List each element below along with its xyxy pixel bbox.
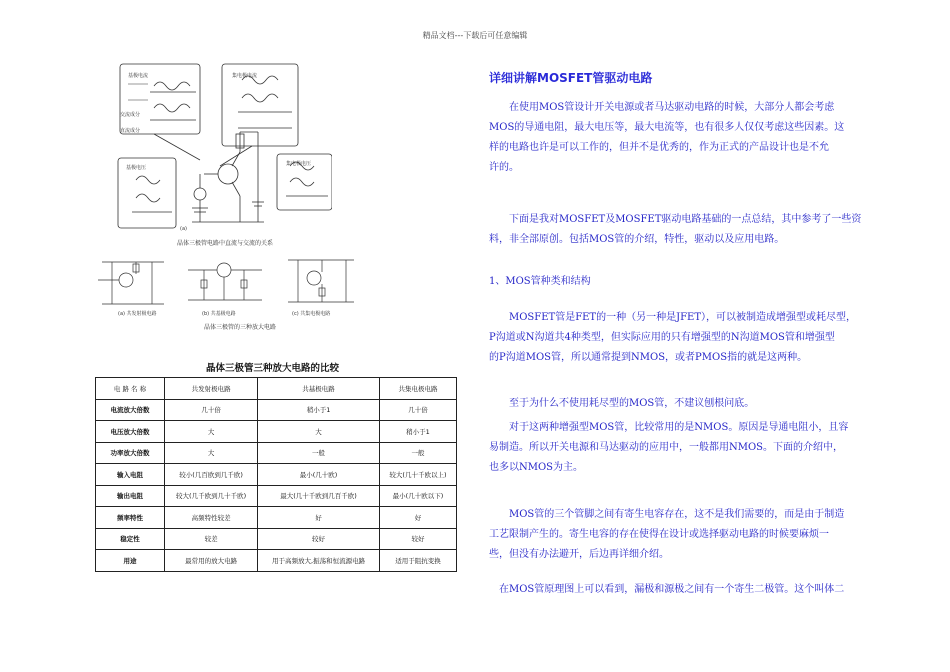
text-line: 易制造。所以开关电源和马达驱动的应用中，一般都用NMOS。下面的介绍中， [489,442,844,453]
table-cell: 几十倍 [379,399,456,421]
legend-ac: 交流成分 [120,112,141,118]
sub-caption-common-collector: (c) 共集电极电路 [292,311,331,317]
box-label-base-current: 基极电流 [128,73,149,79]
table-cell: 较好 [379,528,456,550]
figure-top-sublabel: (a) [180,226,187,232]
table-cell: 大 [258,421,380,443]
table-cell: 大 [165,442,258,464]
text-line: MOSFET管是FET的一种（另一种是JFET），可以被制造成增强型或耗尽型， [489,312,857,323]
text-line: 也多以NMOS为主。 [489,462,584,473]
table-cell: 用途 [96,550,165,572]
table-header-cell: 共基极电路 [258,378,380,400]
text-line: 些，但没有办法避开，后边再详细介绍。 [489,549,669,560]
box-label-collector-voltage: 集电极电压 [286,161,312,167]
table-row [96,550,457,572]
table-cell: 较差 [165,528,258,550]
table-row [96,528,457,550]
table-cell: 稍小于1 [258,399,380,421]
page-header: 精品文档---下载后可任意编辑 [422,31,528,40]
text-line: MOS管的三个管脚之间有寄生电容存在，这不是我们需要的，而是由于制造 [489,509,845,520]
sub-caption-common-base: (b) 共基极电路 [202,311,236,317]
table-title: 晶体三极管三种放大电路的比较 [206,363,340,374]
text-line: 1、MOS管种类和结构 [489,276,591,287]
table-header-row [96,378,457,400]
text-line: P沟道或N沟道共4种类型，但实际应用的只有增强型的N沟道MOS管和增强型 [489,332,835,343]
box-label-collector-current: 集电极电流 [232,73,258,79]
sub-caption-common-emitter: (a) 共发射极电路 [118,311,157,317]
table-cell: 最常用的放大电路 [165,550,258,572]
table-cell: 输出电阻 [96,485,165,507]
transistor-dc-ac-figure [92,62,332,242]
article-paragraph [489,580,881,600]
text-line: 至于为什么不使用耗尽型的MOS管，不建议刨根问底。 [489,398,755,409]
table-cell: 较小(几百欧到几千欧) [165,464,258,486]
text-line: 在使用MOS管设计开关电源或者马达驱动电路的时候，大部分人都会考虑 [489,102,835,113]
article-paragraph [489,418,881,478]
table-cell: 好 [258,507,380,529]
text-line: 在MOS管原理图上可以看到，漏极和源极之间有一个寄生二极管。这个叫体二 [489,584,845,595]
table-cell: 适用于阻抗变换 [379,550,456,572]
table-header-cell: 电 路 名 称 [96,378,165,400]
table-row [96,421,457,443]
amplifier-comparison-table [95,377,457,572]
table-cell: 最小(几十欧) [258,464,380,486]
table-row [96,507,457,529]
table-cell: 最小(几十欧以下) [379,485,456,507]
text-line: 对于这两种增强型MOS管，比较常用的是NMOS。原因是导通电阻小，且容 [489,422,849,433]
table-row [96,399,457,421]
table-header-cell: 共集电极电路 [379,378,456,400]
callout-line [154,134,200,160]
table-cell: 频率特性 [96,507,165,529]
table-cell: 一般 [379,442,456,464]
table-cell: 较好 [258,528,380,550]
table-cell: 用于高频放大,振荡和恒流源电路 [258,550,380,572]
article-title: 详细讲解MOSFET管驱动电路 [489,71,653,85]
table-row [96,485,457,507]
text-line: 许的。 [489,162,519,173]
article-paragraph [489,394,881,414]
table-cell: 稍小于1 [379,421,456,443]
table-cell: 电压放大倍数 [96,421,165,443]
table-cell: 高频特性较差 [165,507,258,529]
table-cell: 功率放大倍数 [96,442,165,464]
table-cell: 几十倍 [165,399,258,421]
text-line: 下面是我对MOSFET及MOSFET驱动电路基础的一点总结，其中参考了一些资 [489,214,862,225]
article-paragraph [489,98,881,178]
text-line: MOS的导通电阻，最大电压等，最大电流等，也有很多人仅仅考虑这些因素。这 [489,122,845,133]
table-cell: 较大(几十千欧以上) [379,464,456,486]
text-line: 样的电路也许是可以工作的，但并不是优秀的，作为正式的产品设计也是不允 [489,142,829,153]
section-heading [489,272,881,292]
text-line: 工艺限制产生的。寄生电容的存在使得在设计或选择驱动电路的时候要麻烦一 [489,529,829,540]
table-cell: 输入电阻 [96,464,165,486]
transistor-dc-ac-diagram [92,62,332,242]
text-line: 的P沟道MOS管，所以通常提到NMOS，或者PMOS指的就是这两种。 [489,352,808,363]
article-paragraph [489,210,881,250]
figure-mid-caption: 晶体三极管的三种放大电路 [203,324,276,331]
table-cell: 一般 [258,442,380,464]
table-cell: 较大(几千欧到几十千欧) [165,485,258,507]
table-cell: 大 [165,421,258,443]
table-cell: 稳定性 [96,528,165,550]
article-paragraph [489,505,881,565]
figure-top-caption: 晶体三极管电路中直流与交流的关系 [176,240,273,247]
table-cell: 电流放大倍数 [96,399,165,421]
article-paragraph [489,308,881,368]
legend-dc: 直流成分 [120,128,141,134]
text-line: 料，非全部原创。包括MOS管的介绍，特性，驱动以及应用电路。 [489,234,785,245]
box-label-base-voltage: 基极电压 [126,165,147,171]
table-header-cell: 共发射极电路 [165,378,258,400]
table-cell: 好 [379,507,456,529]
table-row [96,442,457,464]
table-row [96,464,457,486]
table-cell: 最大(几十千欧到几百千欧) [258,485,380,507]
